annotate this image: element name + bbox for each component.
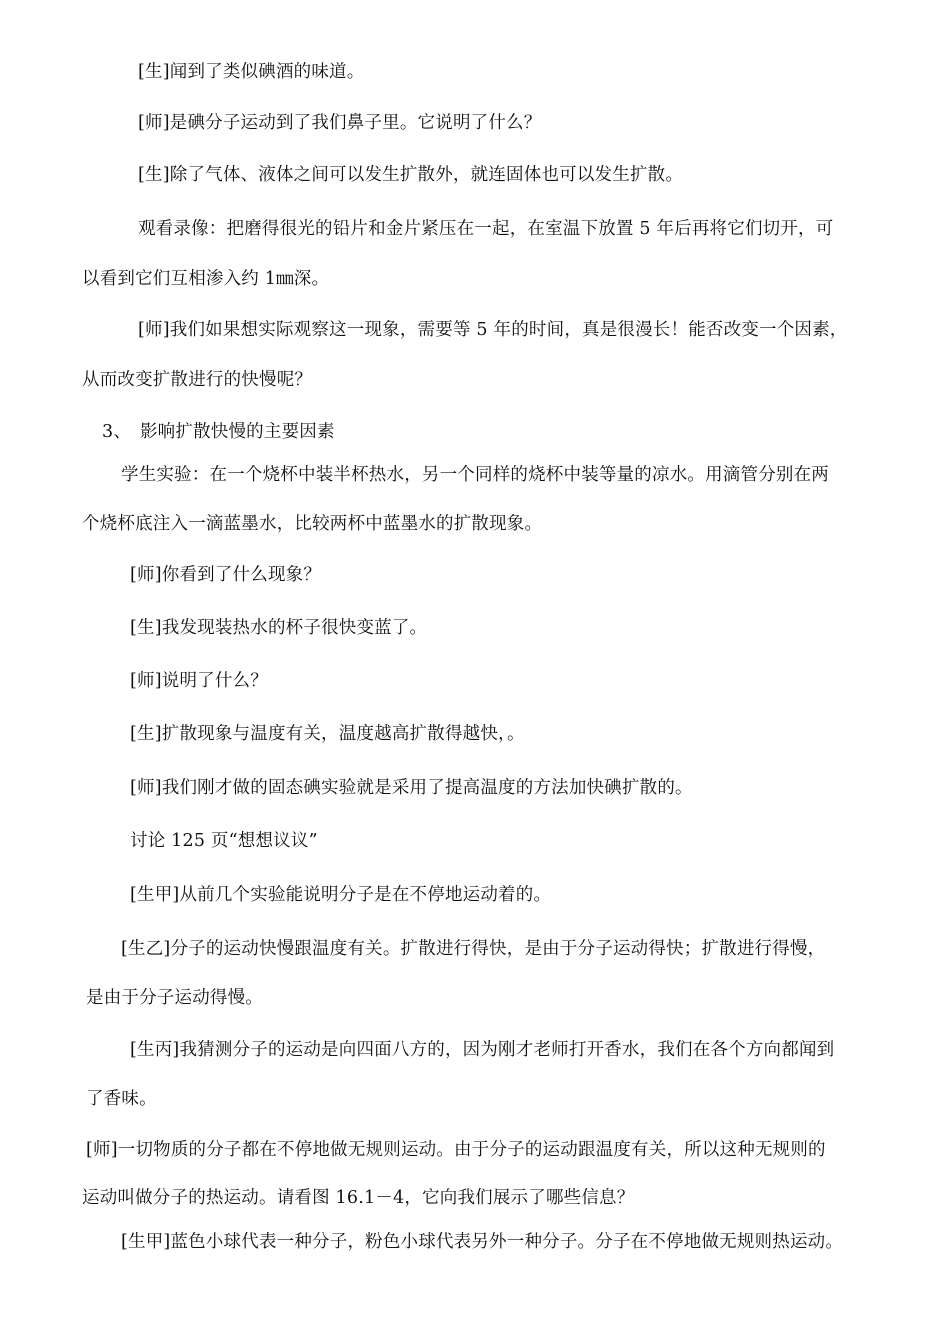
paragraph-1-line-1: [生]闻到了类似碘酒的味道。 <box>138 62 365 82</box>
paragraph-17-line-2: 运动叫做分子的热运动。请看图 16.1－4，它向我们展示了哪些信息？ <box>82 1188 635 1208</box>
paragraph-5-line-2: 从而改变扩散进行的快慢呢？ <box>82 370 313 390</box>
paragraph-13-line-1: 讨论 125 页“想想议议” <box>130 831 318 851</box>
paragraph-2-line-1: [师]是碘分子运动到了我们鼻子里。它说明了什么？ <box>138 113 542 133</box>
paragraph-7-line-2: 个烧杯底注入一滴蓝墨水，比较两杯中蓝墨水的扩散现象。 <box>82 514 543 534</box>
paragraph-15-line-2: 是由于分子运动得慢。 <box>86 988 263 1008</box>
paragraph-9-line-1: [生]我发现装热水的杯子很快变蓝了。 <box>130 618 428 638</box>
paragraph-12-line-1: [师]我们刚才做的固态碘实验就是采用了提高温度的方法加快碘扩散的。 <box>130 778 693 798</box>
section-heading: 3、 影响扩散快慢的主要因素 <box>102 422 335 442</box>
paragraph-10-line-1: [师]说明了什么？ <box>130 671 268 691</box>
paragraph-18-line-1: [生甲]蓝色小球代表一种分子，粉色小球代表另外一种分子。分子在不停地做无规则热运动。 <box>121 1232 844 1252</box>
paragraph-11-line-1: [生]扩散现象与温度有关，温度越高扩散得越快，。 <box>130 724 525 744</box>
paragraph-8-line-1: [师]你看到了什么现象？ <box>130 565 322 585</box>
paragraph-4-line-1: 观看录像：把磨得很光的铅片和金片紧压在一起，在室温下放置 5 年后再将它们切开，可 <box>138 219 834 239</box>
paragraph-5-line-1: [师]我们如果想实际观察这一现象，需要等 5 年的时间，真是很漫长！能否改变一个因素， <box>138 320 848 340</box>
paragraph-16-line-1: [生丙]我猜测分子的运动是向四面八方的，因为刚才老师打开香水，我们在各个方向都闻到 <box>130 1040 835 1060</box>
paragraph-3-line-1: [生]除了气体、液体之间可以发生扩散外，就连固体也可以发生扩散。 <box>138 165 684 185</box>
paragraph-16-line-2: 了香味。 <box>86 1089 157 1109</box>
paragraph-17-line-1: [师]一切物质的分子都在不停地做无规则运动。由于分子的运动跟温度有关，所以这种无规则的 <box>86 1140 826 1160</box>
paragraph-14-line-1: [生甲]从前几个实验能说明分子是在不停地运动着的。 <box>130 885 552 905</box>
paragraph-7-line-1: 学生实验：在一个烧杯中装半杯热水，另一个同样的烧杯中装等量的凉水。用滴管分别在两 <box>121 465 829 485</box>
paragraph-15-line-1: [生乙]分子的运动快慢跟温度有关。扩散进行得快，是由于分子运动得快；扩散进行得慢， <box>121 939 826 959</box>
paragraph-4-line-2: 以看到它们互相渗入约 1㎜深。 <box>82 269 330 289</box>
